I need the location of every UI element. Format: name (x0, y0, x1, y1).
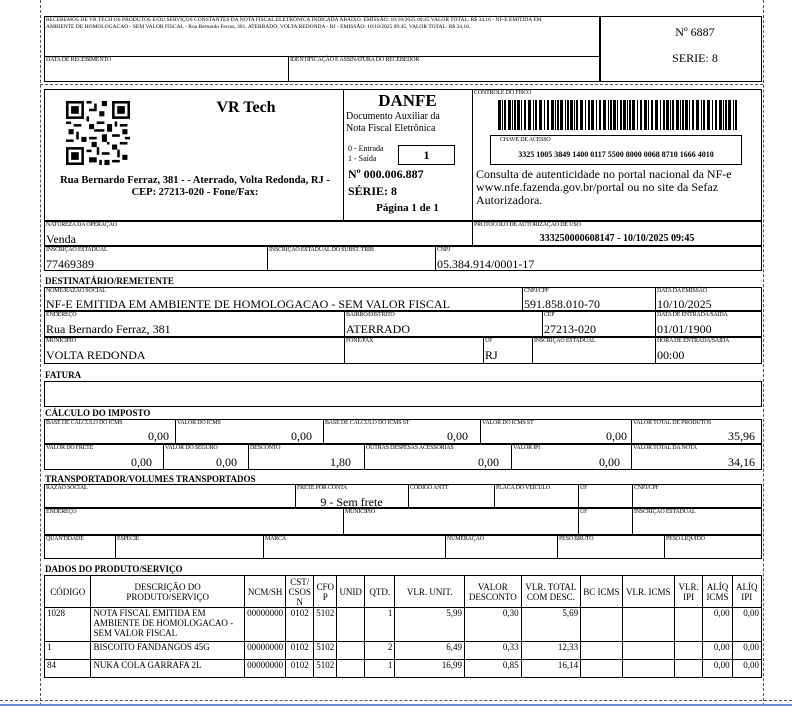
transp-frete: 9 - Sem frete (320, 495, 383, 509)
barcode-bar (551, 100, 554, 130)
table-cell: NUKA COLA GARRAFA 2L (91, 660, 244, 678)
ie-value: 77469389 (46, 257, 94, 271)
iest-label: INSCRIÇÃO ESTADUAL DO SUBST. TRIB (269, 247, 374, 253)
barcode-bar (557, 100, 559, 130)
emitente-endereco: Rua Bernardo Ferraz, 381 - - Aterrado, Volta Redonda, RJ - CEP: 27213-020 - Fone/Fax: (60, 175, 330, 198)
barcode-bar (733, 100, 734, 130)
barcode-bar (591, 100, 594, 130)
barcode-bar (680, 100, 681, 130)
barcode-bar (588, 100, 590, 130)
barcode-bar (663, 100, 665, 130)
dest-emissao-label: DATA DA EMISSÃO (657, 288, 707, 294)
dest-emissao: 10/10/2025 (657, 297, 712, 311)
frete: 0,00 (131, 455, 152, 469)
icms-st: 0,00 (606, 429, 627, 443)
barcode-bar (528, 100, 531, 130)
barcode-bar (648, 100, 649, 130)
dest-uf: RJ (485, 348, 498, 362)
transp-antt-label: CÓDIGO ANTT (410, 485, 449, 491)
table-cell: 16,99 (395, 660, 465, 678)
table-cell (675, 642, 703, 660)
dest-fone-label: FONE/FAX (346, 338, 374, 344)
dest-cnpj: 591.858.010-70 (524, 297, 600, 311)
total-prod: 35,96 (728, 429, 755, 443)
table-cell: 5102 (314, 660, 337, 678)
barcode-bar (617, 100, 618, 130)
barcode-bar (672, 100, 674, 130)
table-cell: NOTA FISCAL EMITIDA EM AMBIENTE DE HOMOLOGACAO - SEM VALOR FISCAL (91, 608, 244, 642)
produtos-col-header: NCM/SH (244, 576, 285, 608)
table-cell: 00000000 (244, 660, 285, 678)
canhoto-serie: SERIE: 8 (672, 51, 718, 65)
table-cell: 5102 (314, 642, 337, 660)
icms-label: VALOR DO ICMS (177, 420, 221, 426)
cnpj-value: 05.384.914/0001-17 (437, 257, 535, 271)
produtos-col-header: VLR. TOTAL COM DESC. (521, 576, 581, 608)
chave-acesso-label: CHAVE DE ACESSO (500, 137, 551, 143)
barcode-bar (544, 100, 545, 130)
ipi-label: VALOR IPI (513, 445, 540, 451)
barcode-bar (723, 100, 724, 130)
barcode-bar (701, 100, 702, 130)
dest-municipio: VOLTA REDONDA (46, 348, 146, 362)
barcode-bar (623, 100, 626, 130)
table-cell: 0102 (286, 608, 314, 642)
danfe-tipo: 1 (398, 145, 455, 165)
barcode-bar (719, 100, 722, 130)
table-cell: 0,30 (465, 608, 522, 642)
barcode-bar (735, 100, 737, 130)
table-cell (675, 660, 703, 678)
dest-nome: NF-E EMITIDA EM AMBIENTE DE HOMOLOGACAO - SEM VALOR FISCAL (46, 297, 450, 311)
dest-cep: 27213-020 (544, 322, 596, 336)
barcode-bar (608, 100, 609, 130)
barcode-bar (596, 100, 597, 130)
barcode-bar (696, 100, 699, 130)
barcode-bar (703, 100, 705, 130)
consulta-text: Consulta de autenticidade no portal nacional da NF-e www.nfe.fazenda.gov.br/portal ou no site da Sefaz Autorizadora. (476, 167, 732, 207)
barcode-bar (629, 100, 631, 130)
barcode-bar (632, 100, 635, 130)
produtos-col-header: DESCRIÇÃO DO PRODUTO/SERVIÇO (91, 576, 244, 608)
table-cell: 12,33 (521, 642, 581, 660)
table-cell: 2 (365, 642, 395, 660)
barcode-bar (599, 100, 601, 130)
destinatario-section: DESTINATÁRIO/REMETENTE (45, 276, 174, 286)
dest-nome-label: NOME/RAZÃO SOCIAL (46, 288, 106, 294)
table-cell (622, 660, 675, 678)
dest-cep-label: CEP (544, 312, 555, 318)
produtos-col-header: CFO P (314, 576, 337, 608)
produtos-col-header: VLR. ICMS (622, 576, 675, 608)
produtos-col-header: VLR. IPI (675, 576, 703, 608)
barcode-bar (620, 100, 622, 130)
barcode-bar (576, 100, 578, 130)
frete-label: VALOR DO FRETE (46, 445, 94, 451)
barcode-bar (707, 100, 710, 130)
barcode-bar (670, 100, 671, 130)
natureza-label: NATUREZA DA OPERAÇÃO (46, 222, 118, 228)
ie-label: INSCRIÇÃO ESTADUAL (46, 247, 108, 253)
icms-st-label: VALOR DO ICMS ST (482, 420, 534, 426)
table-cell: 0,85 (465, 660, 522, 678)
barcode-bar (682, 100, 684, 130)
transp-cnpj-label: CNPJ/CPF (634, 485, 659, 491)
barcode-bar (585, 100, 586, 130)
transp-peso-bruto-label: PESO BRUTO (559, 536, 594, 542)
dest-hora: 00:00 (657, 348, 685, 362)
desconto: 1,80 (330, 455, 351, 469)
barcode-bar (712, 100, 713, 130)
barcode-bar (574, 100, 575, 130)
fatura-section: FATURA (45, 370, 82, 380)
barcode-bar (627, 100, 628, 130)
dest-municipio-label: MUNICÍPIO (46, 338, 76, 344)
table-cell: 0,00 (703, 660, 732, 678)
table-cell: 0,00 (703, 608, 732, 642)
table-row (45, 642, 762, 660)
data-recebimento-label: DATA DE RECEBIMENTO (46, 57, 111, 63)
table-row (45, 608, 762, 642)
produtos-col-header: ALÍQ IPI (732, 576, 761, 608)
produtos-table (44, 575, 762, 678)
barcode-bar (508, 100, 511, 130)
produtos-col-header: CÓDIGO (45, 576, 91, 608)
transportador-section: TRANSPORTADOR/VOLUMES TRANSPORTADOS (45, 474, 256, 484)
produtos-col-header: QTD. (365, 576, 395, 608)
bc-icms: 0,00 (148, 429, 169, 443)
desconto-label: DESCONTO (250, 445, 281, 451)
table-cell: BISCOITO FANDANGOS 45G (91, 642, 244, 660)
transp-uf-label: UF (580, 485, 588, 491)
barcode-bar (580, 100, 583, 130)
table-cell: 00000000 (244, 608, 285, 642)
outras: 0,00 (478, 455, 499, 469)
table-cell (337, 608, 365, 642)
barcode-bar (539, 100, 542, 130)
produtos-col-header: BC ICMS (581, 576, 622, 608)
barcode-bar (570, 100, 573, 130)
bc-st-label: BASE DE CÁLCULO DO ICMS ST (325, 420, 410, 426)
cnpj-label: CNPJ (437, 247, 451, 253)
table-cell: 6,49 (395, 642, 465, 660)
barcode-bar (560, 100, 563, 130)
barcode-bar (676, 100, 679, 130)
transp-especie-label: ESPÉCIE (117, 536, 140, 542)
table-cell: 0,00 (732, 660, 761, 678)
table-cell (622, 642, 675, 660)
barcode-bar (692, 100, 694, 130)
transp-municipio-label: MUNICÍPIO (345, 509, 375, 515)
table-cell: 1 (365, 660, 395, 678)
table-cell: 0,00 (732, 608, 761, 642)
transp-ie-label: INSCRIÇÃO ESTADUAL (634, 509, 696, 515)
barcode-bar (498, 100, 501, 130)
barcode-bar (517, 100, 520, 130)
seguro-label: VALOR DO SEGURO (165, 445, 218, 451)
table-cell (581, 608, 622, 642)
transp-qtd-label: QUANTIDADE (46, 536, 84, 542)
barcode-bar (685, 100, 688, 130)
barcode-bar (660, 100, 661, 130)
barcode-bar (512, 100, 513, 130)
danfe-entrada: 0 - Entrada (348, 144, 384, 153)
table-cell: 0,00 (703, 642, 732, 660)
emitente-nome: VR Tech (216, 99, 276, 116)
transp-endereco-label: ENDEREÇO (46, 509, 77, 515)
dest-hora-label: HORA DE ENTRADA/SAÍDA (657, 338, 730, 344)
barcode-bar (521, 100, 522, 130)
dest-bairro: ATERRADO (346, 322, 411, 336)
outras-label: OUTRAS DESPESAS ACESSÓRIAS (366, 445, 454, 451)
table-cell: 16,14 (521, 660, 581, 678)
table-cell (337, 642, 365, 660)
transp-numeracao-label: NUMERAÇÃO (447, 536, 484, 542)
barcode-icon (498, 100, 760, 132)
barcode-bar (651, 100, 653, 130)
controle-fisco-label: CONTROLE DO FISCO (474, 90, 532, 96)
dest-saida: 01/01/1900 (657, 322, 712, 336)
table-cell: 5102 (314, 608, 337, 642)
barcode-bar (728, 100, 731, 130)
total-prod-label: VALOR TOTAL DE PRODUTOS (633, 420, 712, 426)
barcode-bar (613, 100, 616, 130)
produtos-col-header: VALOR DESCONTO (465, 576, 522, 608)
imposto-section: CÁLCULO DO IMPOSTO (45, 408, 151, 418)
dest-endereco: Rua Bernardo Ferraz, 381 (46, 322, 171, 336)
danfe-title: DANFE (378, 91, 437, 110)
dest-uf-label: UF (485, 338, 493, 344)
barcode-bar (637, 100, 638, 130)
produtos-col-header: CST/ CSOS N (286, 576, 314, 608)
barcode-bar (547, 100, 549, 130)
transp-placa-label: PLACA DO VEÍCULO (496, 485, 551, 491)
barcode-bar (725, 100, 727, 130)
produtos-header-row (45, 576, 762, 608)
barcode-bar (504, 100, 506, 130)
barcode-bar (689, 100, 690, 130)
table-cell: 5,69 (521, 608, 581, 642)
transp-frete-label: FRETE POR CONTA (297, 485, 348, 491)
canhoto-numero: Nº 6887 (675, 25, 715, 39)
ipi: 0,00 (599, 455, 620, 469)
table-cell (337, 660, 365, 678)
table-cell: 0,33 (465, 642, 522, 660)
transp-uf2-label: UF (580, 509, 588, 515)
left-dashed-border (40, 0, 41, 706)
table-cell: 0102 (286, 642, 314, 660)
table-cell (581, 642, 622, 660)
identificacao-label: IDENTIFICAÇÃO E ASSINATURA DO RECEBEDOR (290, 57, 420, 63)
canhoto-cut-line (40, 84, 763, 85)
table-cell: 84 (45, 660, 91, 678)
protocolo-value: 333250000608147 - 10/10/2025 09:45 (539, 233, 695, 244)
total-nota: 34,16 (728, 455, 755, 469)
right-dashed-border (763, 0, 764, 706)
transp-marca-label: MARCA (265, 536, 287, 542)
table-cell: 1 (365, 608, 395, 642)
produtos-col-header: ALÍQ ICMS (703, 576, 732, 608)
bottom-cut-line (0, 700, 792, 701)
table-cell (675, 608, 703, 642)
dest-ie-label: INSCRIÇÃO ESTADUAL (534, 338, 596, 344)
barcode-bar (715, 100, 717, 130)
dest-bairro-label: BAIRRO/DISTRITO (346, 312, 395, 318)
table-cell (622, 608, 675, 642)
bc-icms-label: BASE DE CÁLCULO DO ICMS (46, 420, 123, 426)
barcode-bar (533, 100, 534, 130)
barcode-bar (502, 100, 503, 130)
barcode-bar (610, 100, 612, 130)
table-cell (581, 660, 622, 678)
dest-saida-label: DATA DE ENTRADA/SAÍDA (657, 312, 728, 318)
danfe-saida: 1 - Saída (348, 154, 377, 163)
table-cell: 1028 (45, 608, 91, 642)
danfe-serie: SÉRIE: 8 (348, 184, 398, 198)
seguro: 0,00 (216, 455, 237, 469)
barcode-bar (567, 100, 569, 130)
table-cell: 1 (45, 642, 91, 660)
total-nota-label: VALOR TOTAL DA NOTA (633, 445, 697, 451)
natureza-value: Venda (46, 232, 76, 246)
dest-cnpj-label: CNPJ/CPF (524, 288, 549, 294)
table-cell: 0102 (286, 660, 314, 678)
danfe-subtitle: Documento Auxiliar da Nota Fiscal Eletrônica (346, 111, 440, 134)
bc-st: 0,00 (447, 429, 468, 443)
transp-peso-liq-label: PESO LÍQUIDO (666, 536, 705, 542)
dest-endereco-label: ENDEREÇO (46, 312, 77, 318)
table-cell: 00000000 (244, 642, 285, 660)
barcode-bar (524, 100, 526, 130)
produtos-col-header: VLR. UNIT. (395, 576, 465, 608)
canhoto-text: RECEBEMOS DE VR TECH OS PRODUTOS E/OU SERVIÇOS CONSTANTES DA NOTA FISCAL ELETRÔNICA INDICADA ABAIXO. EMISSÃO: 10/10/2025 09:45 VALOR TOTAL: R$ 34,16 - NF-E EMITIDA EM AMBIENTE DE HOMOLOGACAO - SEM VALOR FISCAL - Rua Bernardo Ferraz, 381, ATERRADO, VOLTA REDONDA - RJ - EMISSÃO: 10/10/2025 09:45, VALOR TOTAL: R$ 34,16. (46, 17, 542, 30)
produtos-col-header: UNID (337, 576, 365, 608)
barcode-bar (565, 100, 566, 130)
table-row (45, 660, 762, 678)
danfe-numero: Nº 000.006.887 (348, 167, 424, 181)
transp-razao-label: RAZÃO SOCIAL (46, 485, 88, 491)
barcode-bar (640, 100, 642, 130)
barcode-bar (535, 100, 537, 130)
qr-code-icon (61, 101, 135, 165)
barcode-bar (644, 100, 647, 130)
barcode-bar (555, 100, 556, 130)
table-cell: 5,99 (395, 608, 465, 642)
barcode-bar (655, 100, 658, 130)
danfe-pagina: Página 1 de 1 (376, 202, 439, 214)
icms: 0,00 (291, 429, 312, 443)
produtos-section: DADOS DO PRODUTO/SERVIÇO (45, 564, 183, 574)
barcode-bar (603, 100, 606, 130)
protocolo-label: PROTOCOLO DE AUTORIZAÇÃO DE USO (474, 222, 581, 228)
chave-acesso: 3325 1005 3849 1400 0117 5500 8000 0068 8710 1666 4010 (518, 150, 714, 159)
barcode-bar (514, 100, 516, 130)
barcode-bar (666, 100, 669, 130)
table-cell: 0,00 (732, 642, 761, 660)
